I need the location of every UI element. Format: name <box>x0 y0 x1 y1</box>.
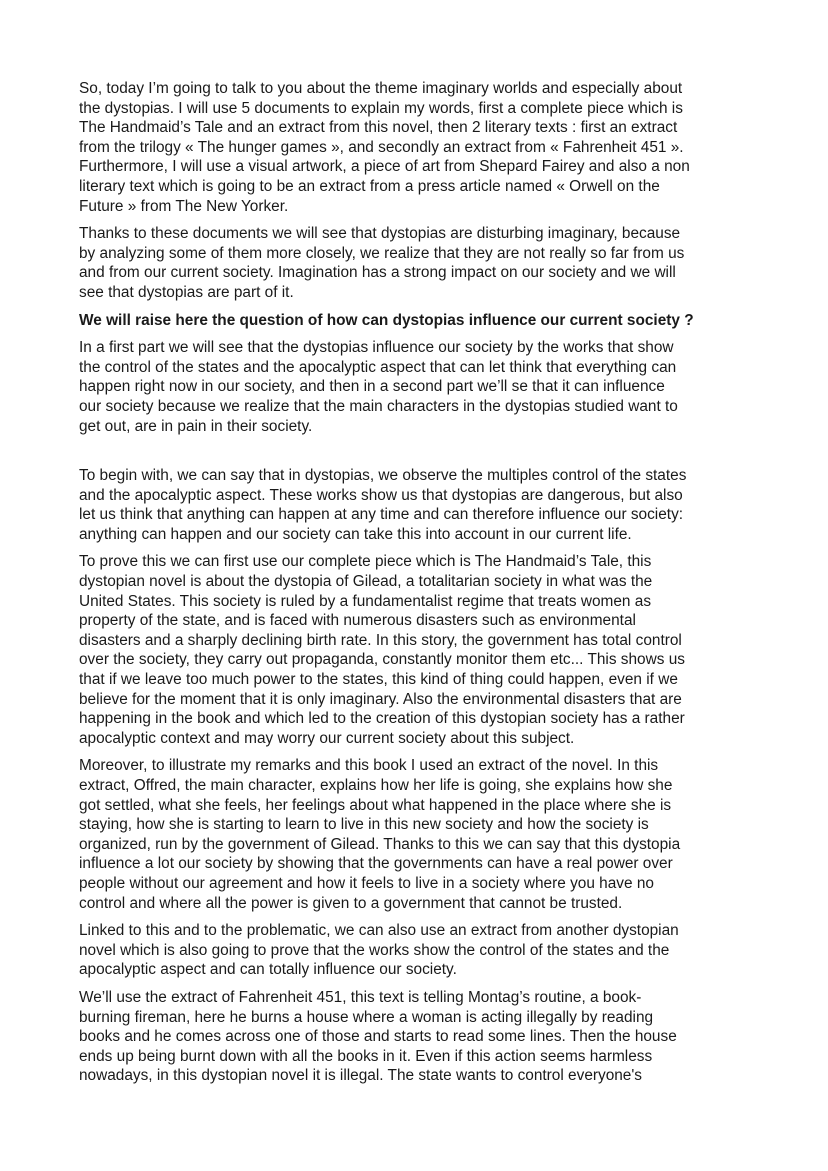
paragraph-extract-offred: Moreover, to illustrate my remarks and this book I used an extract of the novel. In this extract, Offred, the main character, explains how her life is going, she explains how she got settled, what she feels, her feelings about what happened in the place where she is staying, how she is starting to learn to live in this new society and how the society is organized, run by the government of Gilead. Thanks to this we can say that this dystopia influence a lot our society by showing that the governments can have a real power over people without our agreement and how it feels to live in a society where you have no control and where all the power is given to a government that cannot be trusted. <box>79 757 681 912</box>
paragraph-outline: In a first part we will see that the dystopias influence our society by the works that show the control of the states and the apocalyptic aspect that can let think that everything can happen right now in our society, and then in a second part we’ll se that it can influence our society because we realize that the main characters in the dystopias studied want to get out, are in pain in their society. <box>79 339 678 435</box>
paragraph-part-one-intro: To begin with, we can say that in dystopias, we observe the multiples control of the states and the apocalyptic aspect. These works show us that dystopias are dangerous, but also let us think that anything can happen at any time and can therefore influence our society: anything can happen and our society can take this into account in our current life. <box>79 467 687 543</box>
paragraph-transition: Linked to this and to the problematic, we can also use an extract from another dystopian novel which is also going to prove that the works show the control of the states and the apocalyptic aspect and can totally influence our society. <box>79 922 679 979</box>
document-page <box>79 79 751 1094</box>
problematic-question: We will raise here the question of how can dystopias influence our current society ? <box>79 311 694 329</box>
paragraph-handmaids-tale: To prove this we can first use our complete piece which is The Handmaid’s Tale, this dystopian novel is about the dystopia of Gilead, a totalitarian society in what was the United States. This society is ruled by a fundamentalist regime that treats women as property of the state, and is faced with numerous disasters such as environmental disasters and a sharply declining birth rate. In this story, the government has total control over the society, they carry out propaganda, constantly monitor them etc... This shows us that if we leave too much power to the states, this kind of thing could happen, even if we believe for the moment that it is only imaginary. Also the environmental disasters that are happening in the book and which led to the creation of this dystopian society has a rather apocalyptic context and may worry our current society about this subject. <box>79 553 685 747</box>
paragraph-thesis: Thanks to these documents we will see that dystopias are disturbing imaginary, because by analyzing some of them more closely, we realize that they are not really so far from us and from our current society. Imagination has a strong impact on our society and we will see that dystopias are part of it. <box>79 225 685 301</box>
paragraph-introduction: So, today I’m going to talk to you about the theme imaginary worlds and especially about the dystopias. I will use 5 documents to explain my words, first a complete piece which is The Handmaid’s Tale and an extract from this novel, then 2 literary texts : first an extract from the trilogy « The hunger games », and secondly an extract from « Fahrenheit 451 ». Furthermore, I will use a visual artwork, a piece of art from Shepard Fairey and also a non literary text which is going to be an extract from a press article named « Orwell on the Future » from The New Yorker. <box>79 80 690 215</box>
paragraph-fahrenheit-451: We’ll use the extract of Fahrenheit 451, this text is telling Montag’s routine, a book- burning fireman, here he burns a house where a woman is acting illegally by reading books and he comes across one of those and starts to read some lines. Then the house ends up being burnt down with all the books in it. Even if this action seems harmless nowadays, in this dystopian novel it is illegal. The state wants to control everyone's <box>79 988 677 1085</box>
section-break <box>79 444 751 466</box>
